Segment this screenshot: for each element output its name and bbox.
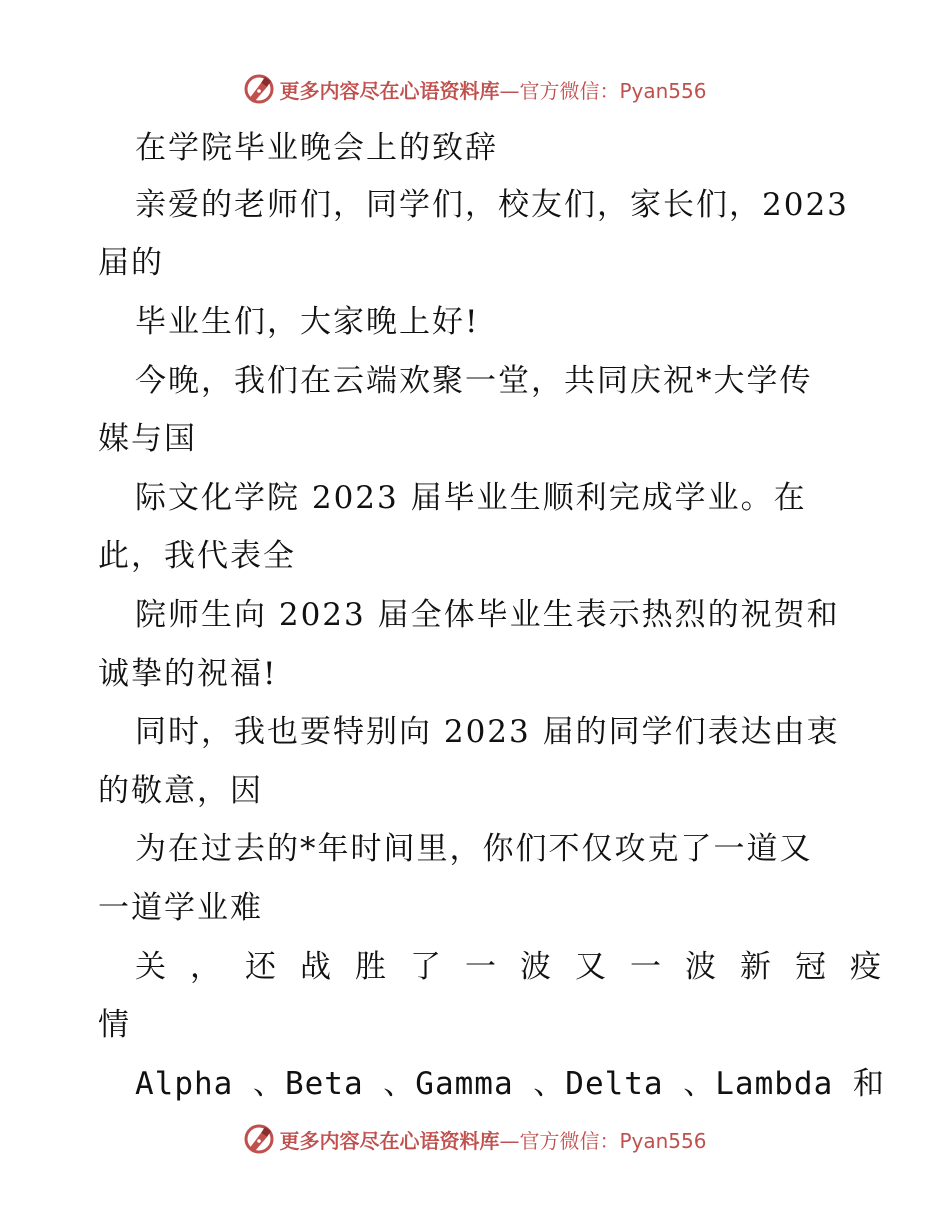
watermark-wechat: —官方微信：Pyan556 [499, 78, 707, 103]
watermark-wechat: —官方微信：Pyan556 [499, 1128, 707, 1153]
paragraph-line: 今晚，我们在云端欢聚一堂，共同庆祝*大学传 [135, 363, 813, 399]
paragraph-line: 院师生向 2023 届全体毕业生表示热烈的祝贺和 [135, 597, 840, 633]
paragraph-line: 亲爱的老师们，同学们，校友们，家长们，2023 [135, 187, 849, 223]
pen-nib-logo-icon [243, 1123, 275, 1155]
paragraph-line: 情 [98, 1007, 131, 1043]
paragraph-line: 届的 [98, 245, 164, 281]
paragraph-line: 的敬意，因 [98, 773, 263, 809]
watermark-site-name: 更多内容尽在心语资料库 [279, 1128, 500, 1153]
paragraph-line: 毕业生们，大家晚上好! [135, 304, 480, 340]
watermark-site-name: 更多内容尽在心语资料库 [279, 78, 500, 103]
document-title: 在学院毕业晚会上的致辞 [135, 130, 498, 166]
watermark-text [279, 1125, 706, 1154]
paragraph-line: 际文化学院 2023 届毕业生顺利完成学业。在 [135, 480, 807, 516]
paragraph-line: 一道学业难 [98, 890, 263, 926]
paragraph-line: 诚挚的祝福! [98, 656, 278, 692]
paragraph-line: 媒与国 [98, 421, 197, 457]
paragraph-line: 为在过去的*年时间里，你们不仅攻克了一道又 [135, 831, 813, 867]
paragraph-line: 此，我代表全 [98, 538, 296, 574]
footer-watermark [0, 1122, 950, 1156]
paragraph-line: 关，还战胜了一波又一波新冠疫 [135, 949, 905, 985]
paragraph-line: Alpha 、Beta 、Gamma 、Delta 、Lambda 和 [135, 1066, 885, 1102]
paragraph-line: 同时，我也要特别向 2023 届的同学们表达由衷 [135, 714, 840, 750]
